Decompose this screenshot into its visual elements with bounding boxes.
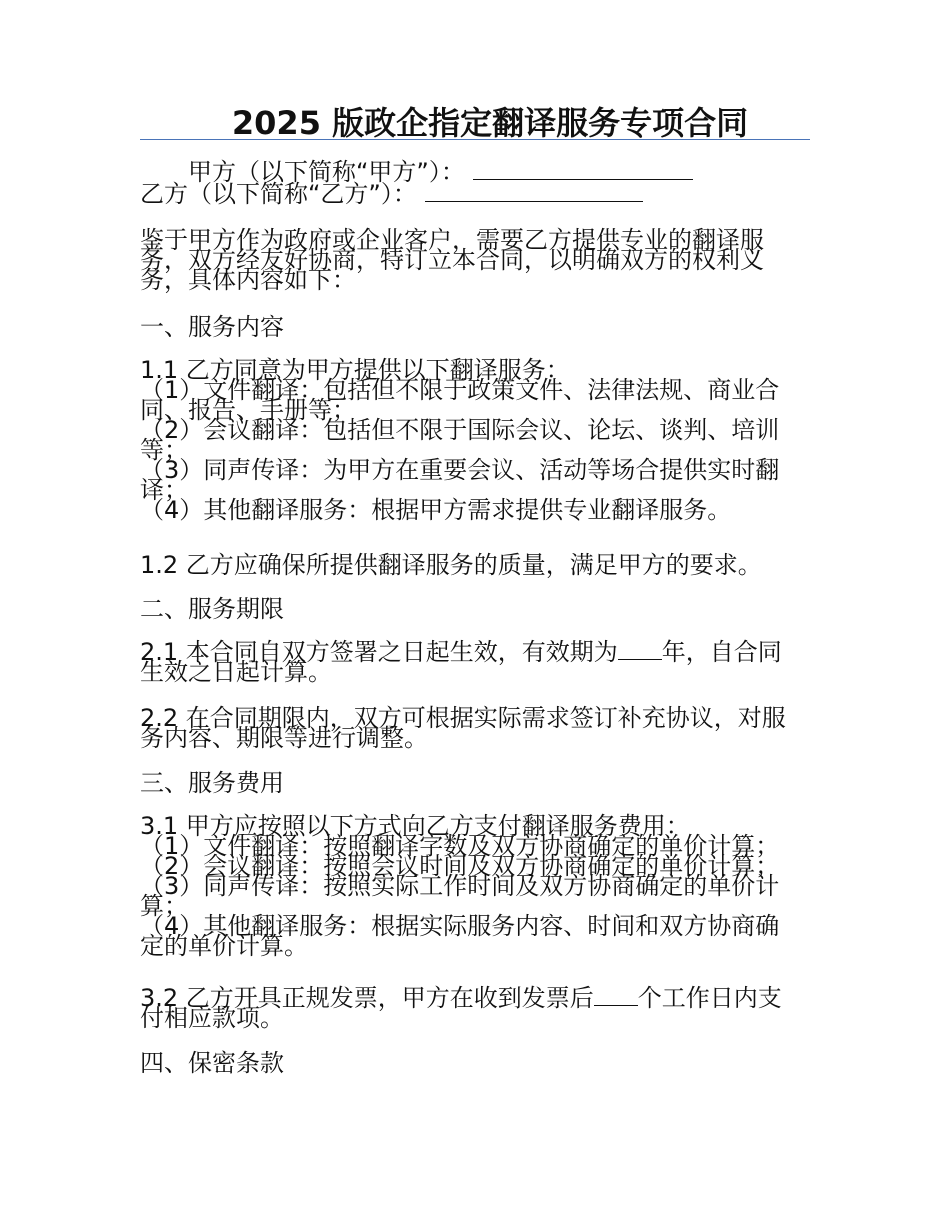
intro-paragraph (140, 226, 810, 294)
clause-line: （3）同声传译：为甲方在重要会议、活动等场合提供实时翻 (140, 456, 780, 484)
party-a-label: 甲方（以下简称“甲方”）： (188, 158, 465, 186)
clause-text: 3.2 乙方开具正规发票，甲方在收到发票后 (140, 984, 594, 1012)
party-b-label: 乙方（以下简称“乙方”）： (140, 180, 417, 208)
section-heading-2: 二、服务期限 (140, 595, 284, 623)
clause-3-1 (140, 812, 810, 960)
clause-line: 生效之日起计算。 (140, 658, 332, 686)
clause-line: 3.1 甲方应按照以下方式向乙方支付翻译服务费用： (140, 812, 690, 840)
clause-1-1 (140, 356, 810, 524)
clause-line: （2）会议翻译：按照会议时间及双方协商确定的单价计算； (140, 852, 780, 880)
term-years-blank[interactable] (618, 657, 662, 660)
clause-line: （4）其他翻译服务：根据甲方需求提供专业翻译服务。 (140, 496, 732, 524)
section-heading-3: 三、服务费用 (140, 769, 284, 797)
clause-line: 付相应款项。 (140, 1004, 284, 1032)
intro-line: 鉴于甲方作为政府或企业客户，需要乙方提供专业的翻译服 (140, 226, 764, 254)
clause-line: 定的单价计算。 (140, 932, 308, 960)
intro-line: 务，双方经友好协商，特订立本合同，以明确双方的权利义 (140, 246, 764, 274)
clause-text: 个工作日内支 (637, 984, 782, 1012)
clause-line: 算； (140, 892, 188, 920)
clause-line: （3）同声传译：按照实际工作时间及双方协商确定的单价计 (140, 872, 780, 900)
intro-line: 务，具体内容如下： (140, 266, 356, 294)
party-b-line (140, 180, 810, 208)
payment-days-blank[interactable] (594, 1003, 638, 1006)
clause-line: （1）文件翻译：按照翻译字数及双方协商确定的单价计算； (140, 832, 780, 860)
title-underline (140, 139, 810, 140)
party-a-line (188, 158, 858, 186)
clause-line: 2.2 在合同期限内，双方可根据实际需求签订补充协议，对服 (140, 704, 786, 732)
clause-text: 2.1 本合同自双方签署之日起生效，有效期为 (140, 638, 618, 666)
section-heading-1: 一、服务内容 (140, 313, 284, 341)
clause-line: 务内容、期限等进行调整。 (140, 724, 428, 752)
clause-line: 等； (140, 436, 188, 464)
clause-line: （2）会议翻译：包括但不限于国际会议、论坛、谈判、培训 (140, 416, 780, 444)
party-b-blank[interactable] (425, 199, 643, 202)
clause-3-2 (140, 984, 810, 1032)
clause-line: 1.1 乙方同意为甲方提供以下翻译服务： (140, 356, 570, 384)
clause-text: 年，自合同 (661, 638, 782, 666)
clause-line: （1）文件翻译：包括但不限于政策文件、法律法规、商业合 (140, 376, 780, 404)
clause-line: （4）其他翻译服务：根据实际服务内容、时间和双方协商确 (140, 912, 780, 940)
clause-2-2 (140, 704, 810, 752)
clause-line: 同、报告、手册等； (140, 396, 356, 424)
clause-1-2: 1.2 乙方应确保所提供翻译服务的质量，满足甲方的要求。 (140, 551, 762, 579)
clause-2-1 (140, 638, 810, 686)
section-heading-4: 四、保密条款 (140, 1049, 284, 1077)
document-title: 2025 版政企指定翻译服务专项合同 (231, 104, 749, 142)
party-a-blank[interactable] (473, 177, 693, 180)
clause-line: 译； (140, 476, 188, 504)
